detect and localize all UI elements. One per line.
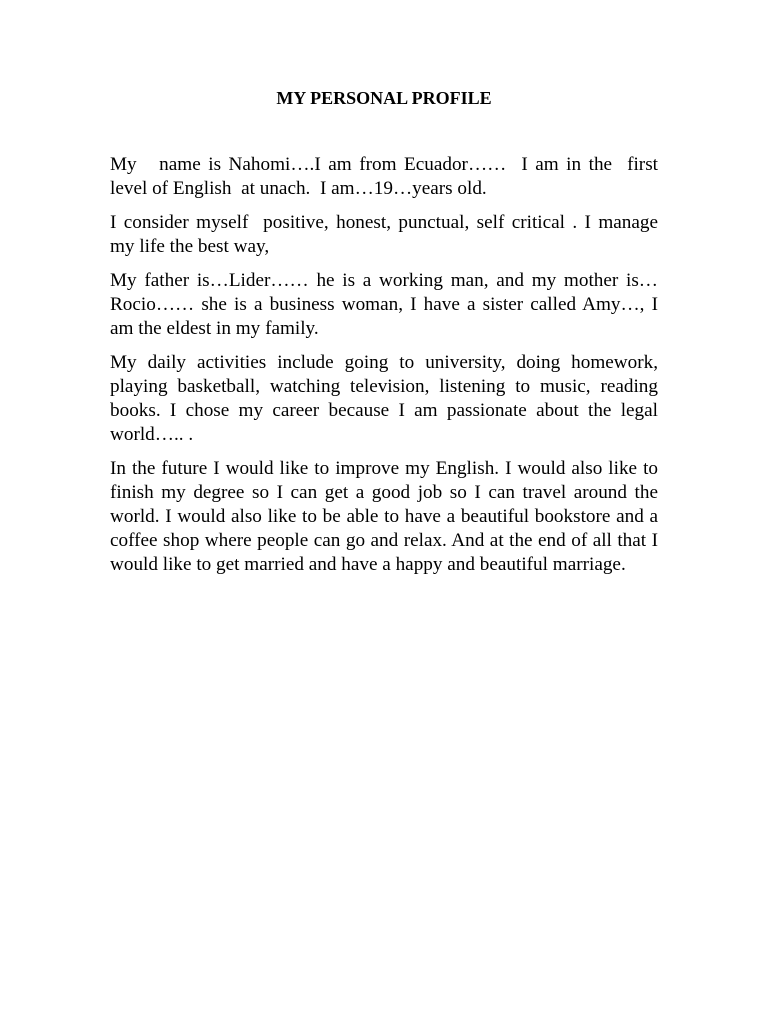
paragraph-future-plans: In the future I would like to improve my English. I would also like to finish my degree so I can get a good job so I can travel around the world. I would also like to be able to have a beautiful bookstore and a coffee shop where people can go and relax. And at the end of all that I would like to get married and have a happy and beautiful marriage. <box>110 458 663 575</box>
document-body <box>110 153 663 587</box>
paragraph-family: My father is…Lider…… he is a working man, and my mother is…Rocio…… she is a business woman, I have a sister called Amy…, I am the eldest in my family. <box>110 270 663 339</box>
paragraph-daily-activities: My daily activities include going to university, doing homework, playing basketball, watching television, listening to music, reading books. I chose my career because I am passionate about the legal world….. . <box>110 352 663 445</box>
paragraph-personality: I consider myself positive, honest, punctual, self critical . I manage my life the best way, <box>110 212 663 257</box>
document-title: MY PERSONAL PROFILE <box>276 88 492 108</box>
paragraph-introduction: My name is Nahomi….I am from Ecuador…… I am in the first level of English at unach. I am…19…years old. <box>110 154 663 199</box>
